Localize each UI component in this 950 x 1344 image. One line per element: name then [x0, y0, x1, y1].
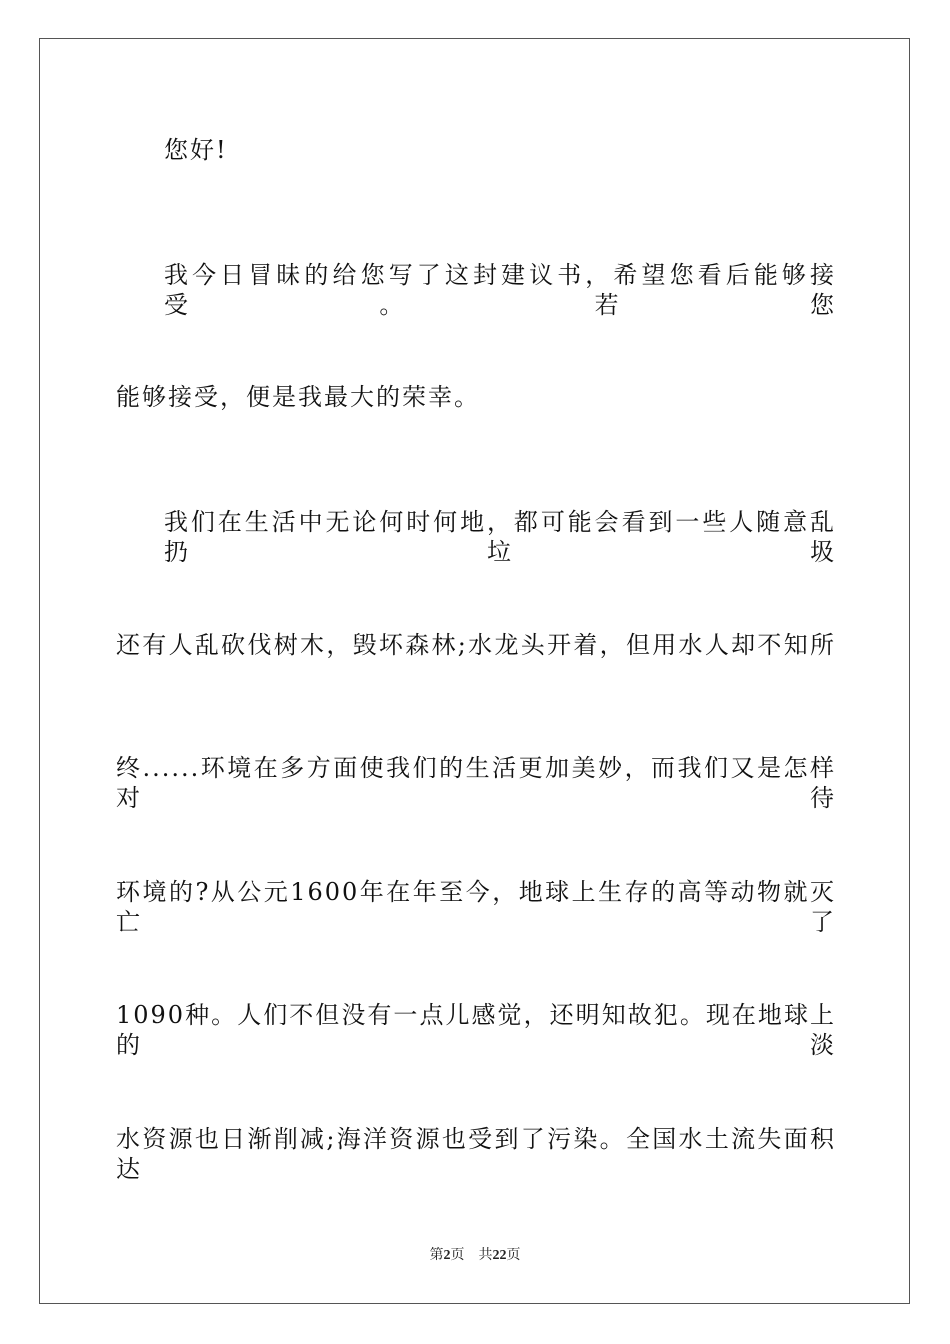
body-line-2: 能够接受，便是我最大的荣幸。 [116, 383, 480, 411]
body-line-5: 终......环境在多方面使我们的生活更加美妙，而我们又是怎样对待 [116, 754, 836, 812]
body-line-4: 还有人乱砍伐树木，毁坏森林;水龙头开着，但用水人却不知所 [116, 631, 836, 659]
body-line-8: 水资源也日渐削减;海洋资源也受到了污染。全国水土流失面积达 [116, 1125, 836, 1183]
body-line-3: 我们在生活中无论何时何地，都可能会看到一些人随意乱扔垃圾 [164, 508, 836, 566]
footer-page-suffix: 页 [450, 1248, 465, 1263]
footer-total-pages: 22 [492, 1248, 507, 1263]
page-footer [0, 1247, 950, 1265]
greeting-line: 您好! [164, 136, 228, 164]
footer-page-number: 2 [443, 1248, 451, 1263]
body-line-6: 环境的?从公元1600年在年至今，地球上生存的高等动物就灭亡了 [116, 878, 836, 936]
footer-total-prefix: 共 [478, 1248, 493, 1263]
footer-page-prefix: 第 [429, 1248, 444, 1263]
body-line-7: 1090种。人们不但没有一点儿感觉，还明知故犯。现在地球上的淡 [116, 1001, 836, 1059]
footer-total-suffix: 页 [506, 1248, 521, 1263]
page-frame [39, 38, 910, 1304]
body-line-1: 我今日冒昧的给您写了这封建议书，希望您看后能够接受。若您 [164, 261, 836, 319]
